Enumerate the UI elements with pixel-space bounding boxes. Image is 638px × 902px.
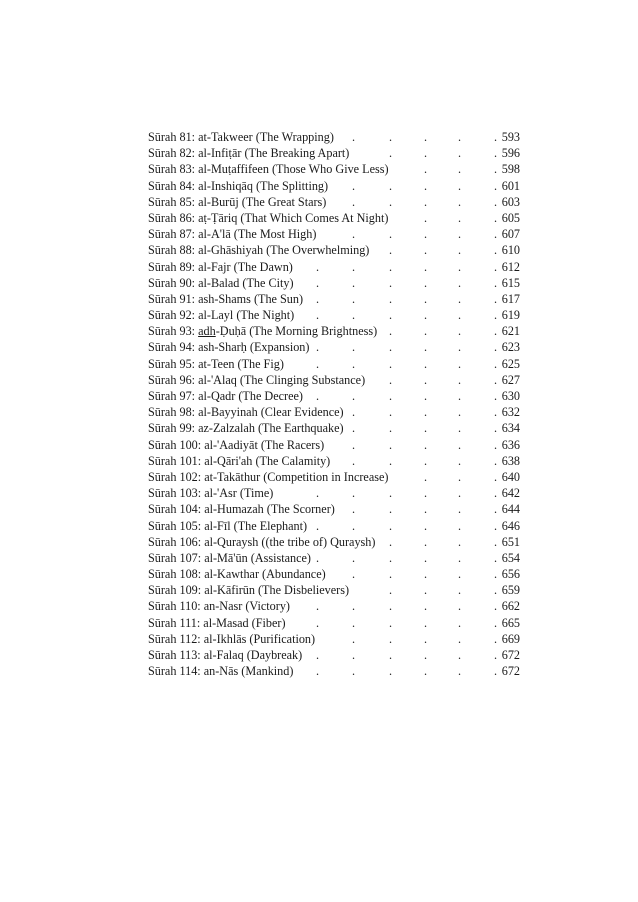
toc-entry <box>148 663 520 679</box>
leader-dot: . <box>494 567 498 582</box>
leader-dot: . <box>316 389 320 403</box>
leader-dot: . <box>494 291 498 306</box>
leader-dot: . <box>352 502 356 517</box>
toc-entry-title: Sūrah 107: al-Mā'ūn (Assistance) <box>148 550 311 565</box>
leader-dot: . <box>316 486 320 501</box>
leader-dot: . <box>352 567 356 582</box>
toc-entry-title: Sūrah 95: at-Teen (The Fig) <box>148 356 284 371</box>
toc-entry-page-number: 659 <box>501 583 520 598</box>
toc-entry <box>148 550 520 566</box>
leader-dot: . <box>494 664 498 679</box>
leader-dot: . <box>424 437 428 452</box>
toc-entry <box>148 404 520 420</box>
toc-entry <box>148 356 520 372</box>
leader-dot: . <box>494 421 498 436</box>
toc-entry-page-number: 651 <box>501 534 520 549</box>
leader-dot: . <box>458 437 462 452</box>
toc-entry-page-number: 617 <box>501 291 520 306</box>
toc-entry-title: Sūrah 96: al-'Alaq (The Clinging Substance) <box>148 372 366 387</box>
leader-dot: . <box>458 550 462 565</box>
leader-dot: . <box>494 486 498 501</box>
toc-entry <box>148 501 520 517</box>
leader-dot: . <box>424 631 428 646</box>
leader-dot: . <box>424 243 428 258</box>
toc-entry-title: Sūrah 83: al-Muṭaffifeen (Those Who Give Less) <box>148 162 389 177</box>
toc-entry-title: Sūrah 113: al-Falaq (Daybreak) <box>148 648 303 662</box>
leader-dot: . <box>424 291 428 306</box>
toc-entry-title: Sūrah 86: aṭ-Ṭāriq (That Which Comes At Night) <box>148 210 389 225</box>
leader-dot: . <box>494 405 498 420</box>
leader-dot: . <box>424 550 428 565</box>
leader-dot: . <box>458 389 462 403</box>
leader-dot: . <box>389 227 393 242</box>
leader-dot: . <box>494 550 498 565</box>
toc-entry <box>148 161 520 177</box>
toc-entry-page-number: 672 <box>501 664 520 679</box>
toc-entry <box>148 194 520 210</box>
leader-dot: . <box>316 615 320 630</box>
leader-dot: . <box>494 372 498 387</box>
leader-dot: . <box>352 227 356 242</box>
toc-entry-title: Sūrah 97: al-Qadr (The Decree) <box>148 389 303 403</box>
leader-dot: . <box>389 583 393 598</box>
toc-entry-title: Sūrah 108: al-Kawthar (Abundance) <box>148 567 326 582</box>
leader-dot: . <box>352 550 356 565</box>
toc-entry <box>148 469 520 485</box>
leader-dot: . <box>458 340 462 355</box>
leader-dot: . <box>389 453 393 468</box>
leader-dot: . <box>494 146 498 161</box>
toc-entry-page-number: 615 <box>501 275 520 290</box>
toc-entry-page-number: 593 <box>501 130 520 144</box>
leader-dot: . <box>424 210 428 225</box>
toc-entry-page-number: 612 <box>501 259 520 274</box>
toc-entry-title: Sūrah 114: an-Nās (Mankind) <box>148 664 294 679</box>
leader-dot: . <box>494 453 498 468</box>
leader-dot: . <box>352 615 356 630</box>
leader-dot: . <box>352 486 356 501</box>
leader-dot: . <box>424 227 428 242</box>
leader-dot: . <box>424 324 428 339</box>
leader-dot: . <box>424 469 428 484</box>
toc-entry <box>148 582 520 598</box>
leader-dot: . <box>494 518 498 533</box>
toc-entry-page-number: 654 <box>501 550 520 565</box>
leader-dot: . <box>424 259 428 274</box>
leader-dot: . <box>424 615 428 630</box>
table-of-contents <box>148 129 520 679</box>
toc-entry <box>148 242 520 258</box>
leader-dot: . <box>494 162 498 177</box>
toc-entry <box>148 145 520 161</box>
leader-dot: . <box>458 615 462 630</box>
leader-dot: . <box>352 453 356 468</box>
toc-entry-page-number: 596 <box>501 146 520 161</box>
toc-entry <box>148 226 520 242</box>
leader-dot: . <box>494 469 498 484</box>
leader-dot: . <box>389 534 393 549</box>
leader-dot: . <box>389 599 393 614</box>
leader-dot: . <box>458 599 462 614</box>
leader-dot: . <box>458 259 462 274</box>
leader-dot: . <box>494 275 498 290</box>
leader-dot: . <box>424 389 428 403</box>
toc-entry-title: Sūrah 84: al-Inshiqāq (The Splitting) <box>148 178 329 193</box>
toc-entry-title: Sūrah 111: al-Masad (Fiber) <box>148 615 286 630</box>
toc-entry <box>148 420 520 436</box>
leader-dot: . <box>352 130 356 144</box>
toc-entry <box>148 372 520 388</box>
leader-dot: . <box>389 405 393 420</box>
toc-entry-title: Sūrah 99: az-Zalzalah (The Earthquake) <box>148 421 344 436</box>
leader-dot: . <box>352 275 356 290</box>
toc-entry-page-number: 623 <box>501 340 520 355</box>
leader-dot: . <box>424 275 428 290</box>
leader-dot: . <box>458 631 462 646</box>
leader-dot: . <box>352 631 356 646</box>
leader-dot: . <box>424 648 428 662</box>
toc-entry-page-number: 636 <box>501 437 520 452</box>
toc-entry-page-number: 601 <box>501 178 520 193</box>
toc-entry <box>148 339 520 355</box>
leader-dot: . <box>389 389 393 403</box>
leader-dot: . <box>389 648 393 662</box>
toc-entry-title: Sūrah 110: an-Nasr (Victory) <box>148 599 290 614</box>
leader-dot: . <box>458 648 462 662</box>
leader-dot: . <box>424 567 428 582</box>
leader-dot: . <box>389 615 393 630</box>
toc-entry-title: Sūrah 112: al-Ikhlās (Purification) <box>148 631 316 646</box>
leader-dot: . <box>389 275 393 290</box>
leader-dot: . <box>494 615 498 630</box>
leader-dot: . <box>494 437 498 452</box>
leader-dot: . <box>389 421 393 436</box>
leader-dot: . <box>389 146 393 161</box>
leader-dot: . <box>424 421 428 436</box>
toc-entry-page-number: 619 <box>501 308 520 323</box>
leader-dot: . <box>494 194 498 209</box>
leader-dot: . <box>389 130 393 144</box>
leader-dot: . <box>458 469 462 484</box>
leader-dot: . <box>424 372 428 387</box>
leader-dot: . <box>494 599 498 614</box>
leader-dot: . <box>424 664 428 679</box>
toc-entry-page-number: 634 <box>501 421 520 436</box>
toc-entry <box>148 631 520 647</box>
leader-dot: . <box>389 178 393 193</box>
leader-dot: . <box>458 194 462 209</box>
leader-dot: . <box>458 356 462 371</box>
toc-entry <box>148 485 520 501</box>
leader-dot: . <box>494 648 498 662</box>
leader-dot: . <box>389 664 393 679</box>
toc-entry-page-number: 598 <box>501 162 520 177</box>
leader-dot: . <box>389 259 393 274</box>
leader-dot: . <box>458 502 462 517</box>
leader-dot: . <box>389 324 393 339</box>
toc-entry <box>148 518 520 534</box>
toc-entry-title: Sūrah 101: al-Qāri'ah (The Calamity) <box>148 453 331 468</box>
leader-dot: . <box>494 324 498 339</box>
toc-entry-page-number: 640 <box>501 469 520 484</box>
leader-dot: . <box>316 599 320 614</box>
leader-dot: . <box>424 340 428 355</box>
toc-entry <box>148 534 520 550</box>
leader-dot: . <box>389 356 393 371</box>
leader-dot: . <box>316 259 320 274</box>
toc-entry-page-number: 642 <box>501 486 520 501</box>
leader-dot: . <box>352 599 356 614</box>
leader-dot: . <box>389 502 393 517</box>
leader-dot: . <box>494 502 498 517</box>
leader-dot: . <box>316 291 320 306</box>
toc-entry <box>148 615 520 631</box>
toc-entry <box>148 129 520 145</box>
leader-dot: . <box>389 486 393 501</box>
leader-dot: . <box>352 437 356 452</box>
toc-entry-page-number: 630 <box>501 389 520 403</box>
leader-dot: . <box>352 291 356 306</box>
toc-entry-title: Sūrah 104: al-Humazah (The Scorner) <box>148 502 335 517</box>
toc-entry-title: Sūrah 87: al-A'lā (The Most High) <box>148 227 317 242</box>
toc-entry-title: Sūrah 85: al-Burūj (The Great Stars) <box>148 194 327 209</box>
leader-dot: . <box>352 421 356 436</box>
leader-dot: . <box>352 178 356 193</box>
leader-dot: . <box>494 227 498 242</box>
leader-dot: . <box>424 486 428 501</box>
toc-entry <box>148 566 520 582</box>
leader-dot: . <box>424 308 428 323</box>
toc-entry-title: Sūrah 98: al-Bayyinah (Clear Evidence) <box>148 405 344 420</box>
leader-dot: . <box>389 291 393 306</box>
toc-entry-title: Sūrah 109: al-Kāfirūn (The Disbelievers) <box>148 583 350 598</box>
leader-dot: . <box>494 534 498 549</box>
leader-dot: . <box>458 421 462 436</box>
leader-dot: . <box>494 356 498 371</box>
toc-entry-page-number: 603 <box>501 194 520 209</box>
leader-dot: . <box>494 389 498 403</box>
leader-dot: . <box>352 356 356 371</box>
leader-dot: . <box>352 308 356 323</box>
toc-entry-page-number: 605 <box>501 210 520 225</box>
leader-dot: . <box>352 648 356 662</box>
leader-dot: . <box>389 372 393 387</box>
leader-dot: . <box>352 664 356 679</box>
toc-entry-page-number: 638 <box>501 453 520 468</box>
leader-dot: . <box>458 146 462 161</box>
toc-entry-title: Sūrah 102: at-Takāthur (Competition in Increase) <box>148 469 389 484</box>
leader-dot: . <box>389 308 393 323</box>
leader-dot: . <box>389 567 393 582</box>
leader-dot: . <box>316 275 320 290</box>
leader-dot: . <box>389 550 393 565</box>
leader-dot: . <box>352 389 356 403</box>
leader-dot: . <box>458 210 462 225</box>
toc-entry-page-number: 665 <box>501 615 520 630</box>
leader-dot: . <box>494 178 498 193</box>
underlined-prefix: adh <box>198 324 216 339</box>
toc-entry <box>148 307 520 323</box>
leader-dot: . <box>494 243 498 258</box>
leader-dot: . <box>424 194 428 209</box>
leader-dot: . <box>389 340 393 355</box>
leader-dot: . <box>424 146 428 161</box>
leader-dot: . <box>494 210 498 225</box>
toc-entry-title: Sūrah 91: ash-Shams (The Sun) <box>148 291 304 306</box>
toc-entry-page-number: 621 <box>501 324 520 339</box>
leader-dot: . <box>494 631 498 646</box>
leader-dot: . <box>352 518 356 533</box>
leader-dot: . <box>424 356 428 371</box>
leader-dot: . <box>494 583 498 598</box>
leader-dot: . <box>458 534 462 549</box>
leader-dot: . <box>352 405 356 420</box>
leader-dot: . <box>458 130 462 144</box>
toc-entry-page-number: 610 <box>501 243 520 258</box>
toc-entry-title: Sūrah 81: at-Takweer (The Wrapping) <box>148 130 334 144</box>
leader-dot: . <box>458 583 462 598</box>
toc-entry-title: Sūrah 88: al-Ghāshiyah (The Overwhelming) <box>148 243 370 258</box>
toc-entry-title: Sūrah 89: al-Fajr (The Dawn) <box>148 259 293 274</box>
toc-entry <box>148 259 520 275</box>
leader-dot: . <box>458 178 462 193</box>
leader-dot: . <box>352 194 356 209</box>
leader-dot: . <box>316 308 320 323</box>
toc-entry <box>148 291 520 307</box>
toc-entry <box>148 178 520 194</box>
leader-dot: . <box>424 583 428 598</box>
leader-dot: . <box>458 518 462 533</box>
toc-entry-page-number: 672 <box>501 648 520 662</box>
toc-entry-title: Sūrah 90: al-Balad (The City) <box>148 275 294 290</box>
leader-dot: . <box>458 308 462 323</box>
leader-dot: . <box>458 243 462 258</box>
leader-dot: . <box>458 291 462 306</box>
leader-dot: . <box>424 130 428 144</box>
toc-entry <box>148 437 520 453</box>
toc-entry-title: Sūrah 94: ash-Sharḥ (Expansion) <box>148 340 310 355</box>
leader-dot: . <box>458 567 462 582</box>
leader-dot: . <box>424 405 428 420</box>
leader-dot: . <box>494 130 498 144</box>
leader-dot: . <box>494 340 498 355</box>
leader-dot: . <box>316 518 320 533</box>
toc-entry <box>148 210 520 226</box>
toc-entry-title: Sūrah 82: al-Infiṭār (The Breaking Apart) <box>148 146 350 161</box>
toc-entry-page-number: 646 <box>501 518 520 533</box>
leader-dot: . <box>424 162 428 177</box>
toc-entry-title: Sūrah 106: al-Quraysh ((the tribe of) Quraysh) <box>148 534 376 549</box>
toc-entry-title: Sūrah 105: al-Fīl (The Elephant) <box>148 518 308 533</box>
leader-dot: . <box>458 405 462 420</box>
leader-dot: . <box>352 259 356 274</box>
toc-entry <box>148 275 520 291</box>
toc-entry-page-number: 644 <box>501 502 520 517</box>
leader-dot: . <box>424 599 428 614</box>
leader-dot: . <box>316 550 320 565</box>
toc-entry-page-number: 627 <box>501 372 520 387</box>
leader-dot: . <box>458 453 462 468</box>
toc-entry <box>148 453 520 469</box>
toc-entry-page-number: 607 <box>501 227 520 242</box>
leader-dot: . <box>389 243 393 258</box>
toc-entry <box>148 388 520 404</box>
leader-dot: . <box>458 227 462 242</box>
leader-dot: . <box>424 178 428 193</box>
leader-dot: . <box>389 194 393 209</box>
toc-entry-page-number: 656 <box>501 567 520 582</box>
toc-entry-page-number: 669 <box>501 631 520 646</box>
leader-dot: . <box>424 518 428 533</box>
toc-entry <box>148 647 520 663</box>
leader-dot: . <box>316 340 320 355</box>
leader-dot: . <box>389 518 393 533</box>
leader-dot: . <box>458 324 462 339</box>
leader-dot: . <box>316 356 320 371</box>
leader-dot: . <box>424 534 428 549</box>
leader-dot: . <box>458 486 462 501</box>
leader-dot: . <box>494 308 498 323</box>
toc-entry <box>148 323 520 339</box>
toc-entry-page-number: 625 <box>501 356 520 371</box>
toc-entry-title: Sūrah 93: adh-Ḍuḥā (The Morning Brightness) <box>148 324 378 339</box>
toc-entry-title: Sūrah 92: al-Layl (The Night) <box>148 308 295 323</box>
leader-dot: . <box>424 502 428 517</box>
leader-dot: . <box>389 631 393 646</box>
leader-dot: . <box>424 453 428 468</box>
leader-dot: . <box>389 437 393 452</box>
leader-dot: . <box>316 664 320 679</box>
toc-entry-page-number: 662 <box>501 599 520 614</box>
toc-entry-title: Sūrah 103: al-'Asr (Time) <box>148 486 274 501</box>
leader-dot: . <box>352 340 356 355</box>
toc-entry-page-number: 632 <box>501 405 520 420</box>
leader-dot: . <box>458 372 462 387</box>
leader-dot: . <box>458 664 462 679</box>
toc-entry-title: Sūrah 100: al-'Aadiyāt (The Racers) <box>148 437 325 452</box>
leader-dot: . <box>494 259 498 274</box>
leader-dot: . <box>316 648 320 662</box>
leader-dot: . <box>458 162 462 177</box>
leader-dot: . <box>458 275 462 290</box>
toc-entry <box>148 598 520 614</box>
